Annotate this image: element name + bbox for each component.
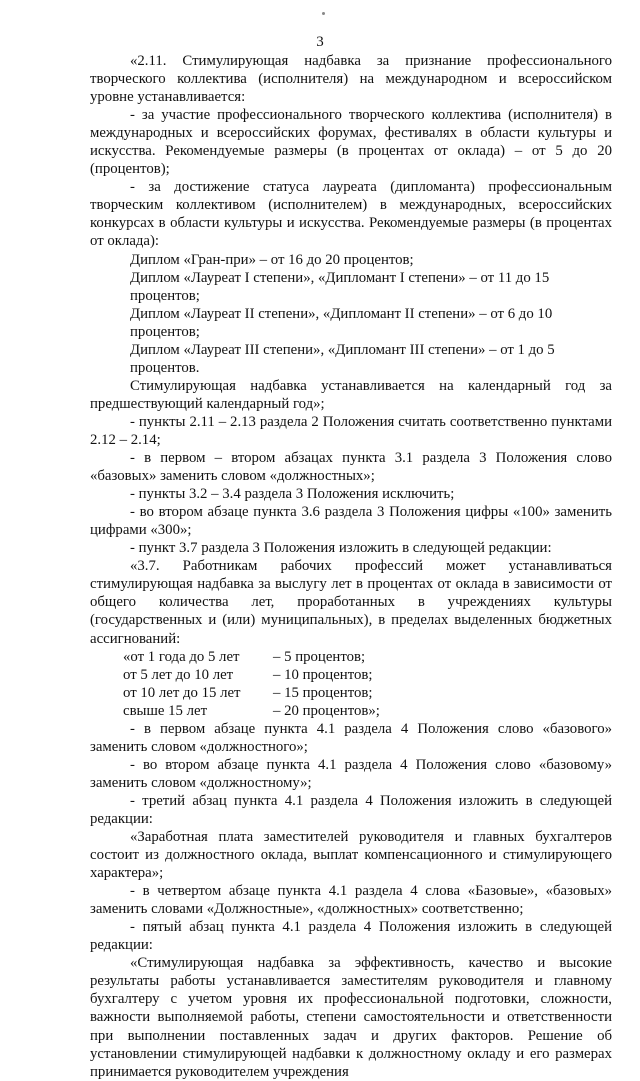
- seniority-rate: – 20 процентов»;: [273, 702, 380, 719]
- document-body: [90, 52, 612, 1081]
- page-number: 3: [316, 34, 324, 50]
- seniority-period: свыше 15 лет: [123, 702, 208, 719]
- paragraph-efficiency-bonus: «Стимулирующая надбавка за эффективность, качество и высокие результаты работы устанавливается заместителям руководителя и главному бухгалтеру с учетом уровня их профессиональной подготовки, сложности, важности выполняемой работы, степени самостоятельности и ответственности при выполнении поставленных задач и других факторов. Решение об установлении стимулирующей надбавки к должностному окладу и его размерах принимается руководителем учреждения: [90, 955, 612, 1080]
- paragraph-4-1-first: - в первом абзаце пункта 4.1 раздела 4 Положения слово «базового» заменить словом «должностного»;: [90, 720, 612, 755]
- seniority-period: «от 1 года до 5 лет: [123, 648, 240, 665]
- paragraph-4-1-second: - во втором абзаце пункта 4.1 раздела 4 Положения слово «базовому» заменить словом «должностному»;: [90, 756, 612, 791]
- seniority-row: [90, 666, 612, 684]
- seniority-table: [90, 648, 612, 720]
- seniority-row: [90, 684, 612, 702]
- paragraph-laureate: - за достижение статуса лауреата (дипломанта) профессиональным творческим коллективом (исполнителем) в международных, всероссийских конкурсах в области культуры и искусства. Рекомендуемые размеры (в процентах от оклада):: [90, 179, 612, 250]
- seniority-period: от 5 лет до 10 лет: [123, 666, 234, 683]
- diploma-grand-prix: Диплом «Гран-при» – от 16 до 20 процентов;: [130, 251, 414, 268]
- paragraph-4-1-third: - третий абзац пункта 4.1 раздела 4 Положения изложить в следующей редакции:: [90, 792, 612, 827]
- paragraph-3-6: - во втором абзаце пункта 3.6 раздела 3 Положения цифры «100» заменить цифрами «300»;: [90, 504, 612, 539]
- seniority-row: [90, 648, 612, 666]
- paragraph-3-2-exclude: - пункты 3.2 – 3.4 раздела 3 Положения исключить;: [130, 486, 455, 503]
- paragraph-3-7-text: «3.7. Работникам рабочих профессий может устанавливаться стимулирующая надбавка за выслугу лет в процентах от оклада в зависимости от общего количества лет, проработанных в учреждениях культуры (государственных и (или) муниципальных), в пределах выделенных бюджетных ассигнований:: [90, 558, 612, 647]
- seniority-period: от 10 лет до 15 лет: [123, 684, 241, 701]
- seniority-rate: – 5 процентов;: [273, 648, 366, 665]
- seniority-rate: – 10 процентов;: [273, 666, 373, 683]
- diploma-second-degree: Диплом «Лауреат II степени», «Дипломант II степени» – от 6 до 10 процентов;: [130, 305, 553, 340]
- paragraph-calendar-year: Стимулирующая надбавка устанавливается на календарный год за предшествующий календарный год»;: [90, 377, 612, 412]
- paragraph-salary: «Заработная плата заместителей руководителя и главных бухгалтеров состоит из должностного оклада, выплат компенсационного и стимулирующего характера»;: [90, 829, 612, 882]
- diploma-first-degree: Диплом «Лауреат I степени», «Дипломант I степени» – от 11 до 15 процентов;: [130, 269, 550, 304]
- paragraph-2-11: «2.11. Стимулирующая надбавка за признание профессионального творческого коллектива (исполнителя) на международном и всероссийском уровне устанавливается:: [90, 53, 612, 106]
- paragraph-participation: - за участие профессионального творческого коллектива (исполнителя) в международных и всероссийских форумах, фестивалях в области культуры и искусства. Рекомендуемые размеры (в процентах от оклада) – от 5 до 20 (процентов);: [90, 107, 612, 178]
- paragraph-4-1-fourth: - в четвертом абзаце пункта 4.1 раздела 4 слова «Базовые», «базовых» заменить словами «Должностные», «должностных» соответственно;: [90, 883, 612, 918]
- paragraph-3-1: - в первом – втором абзацах пункта 3.1 раздела 3 Положения слово «базовых» заменить словом «должностных»;: [90, 450, 612, 485]
- diploma-third-degree: Диплом «Лауреат III степени», «Дипломант III степени» – от 1 до 5 процентов.: [130, 341, 555, 376]
- seniority-row: [90, 702, 612, 720]
- seniority-rate: – 15 процентов;: [273, 684, 373, 701]
- paragraph-4-1-fifth: - пятый абзац пункта 4.1 раздела 4 Положения изложить в следующей редакции:: [90, 919, 612, 954]
- paragraph-renumber: - пункты 2.11 – 2.13 раздела 2 Положения считать соответственно пунктами 2.12 – 2.14;: [90, 413, 612, 448]
- paragraph-3-7-intro: - пункт 3.7 раздела 3 Положения изложить в следующей редакции:: [130, 540, 552, 557]
- scan-speck: [322, 12, 325, 15]
